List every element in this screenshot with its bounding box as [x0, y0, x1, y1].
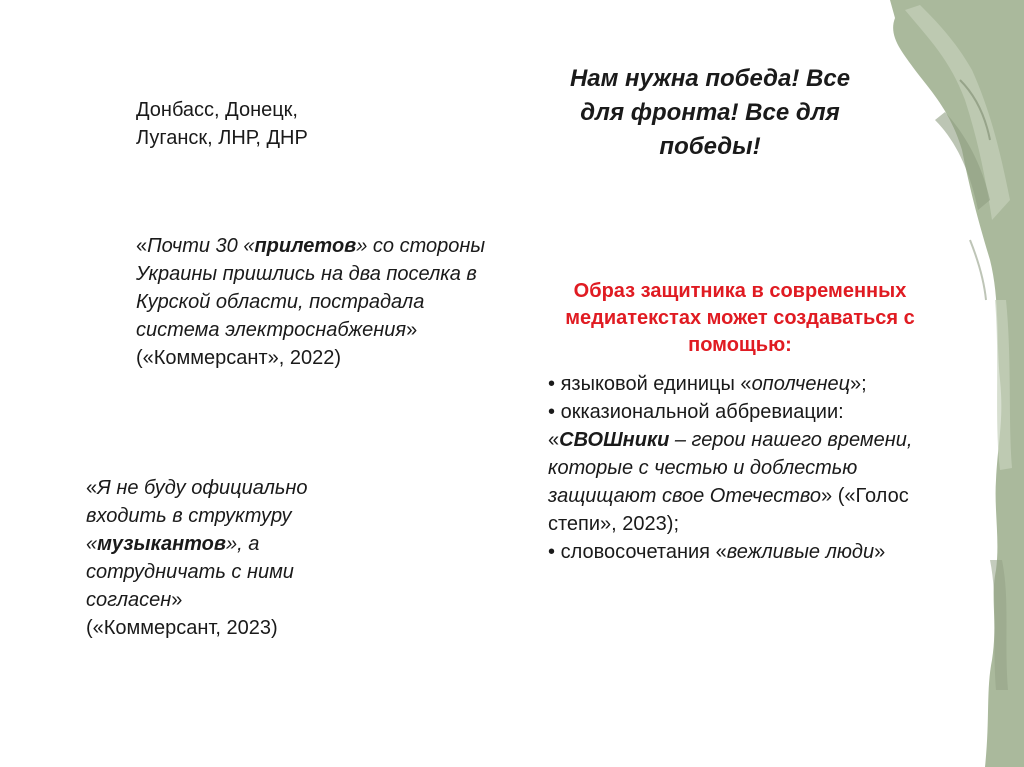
quote-close-mark: »	[171, 589, 183, 611]
list-term: ополченец	[751, 373, 851, 395]
quote-text-part: Я не буду официально входить в структуру «	[86, 477, 308, 555]
quote-text	[136, 232, 506, 344]
topic-block	[136, 96, 436, 152]
quote-text-part: », а сотрудничать с ними согласен	[86, 533, 294, 611]
list-source: » («Голос степи», 2023);	[548, 485, 909, 535]
quote-keyword: музыкантов	[97, 533, 226, 555]
list-item	[548, 398, 948, 426]
bullet-icon: •	[548, 541, 556, 563]
quote-close-mark: »	[406, 319, 418, 341]
quote-text	[86, 474, 356, 614]
section-heading: Образ защитника в современных медиатекстах может создаваться с помощью:	[565, 280, 915, 356]
topic-line-2: Луганск, ЛНР, ДНР	[136, 127, 308, 149]
quote-open-mark: «	[548, 429, 560, 451]
list-item-example	[548, 426, 948, 538]
slogan: Нам нужна победа! Все для фронта! Все для победы!	[569, 65, 851, 160]
quote-open-mark: «	[136, 235, 148, 257]
bullet-icon: •	[548, 373, 556, 395]
quote-source: («Коммерсант, 2023)	[86, 617, 278, 639]
list-item	[548, 538, 948, 566]
list-term: СВОШники	[559, 429, 670, 451]
list-text: окказиональной аббревиации:	[555, 401, 844, 423]
bullet-icon: •	[548, 401, 556, 423]
quote-kommersant-2022	[136, 232, 506, 372]
means-list	[548, 370, 948, 566]
list-example-text: – герои нашего времени, которые с честью и доблестью защищают свое Отечество	[548, 429, 913, 507]
quote-text-part: Почти 30 «	[147, 235, 255, 257]
list-text: »	[874, 541, 886, 563]
quote-keyword: прилетов	[254, 235, 357, 257]
topic-line-1: Донбасс, Донецк,	[136, 99, 298, 121]
quote-source: («Коммерсант», 2022)	[136, 347, 342, 369]
list-text: »;	[850, 373, 867, 395]
list-term: вежливые люди	[726, 541, 875, 563]
list-item	[548, 370, 948, 398]
quote-open-mark: «	[86, 477, 98, 499]
quote-kommersant-2023	[86, 474, 356, 642]
list-text: языковой единицы «	[555, 373, 752, 395]
list-text: словосочетания «	[555, 541, 727, 563]
quote-text-part: » со стороны Украины пришлись на два поселка в Курской области, пострадала система электроснабжения	[136, 235, 486, 341]
